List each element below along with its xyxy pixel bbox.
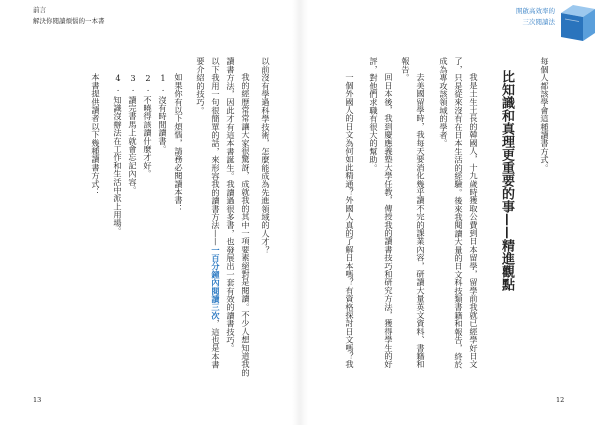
list-text: 沒有時間讀書。 <box>158 96 168 154</box>
highlight-before-text: 以下我用一句很簡單的話，來形容我的讀書方法—— <box>211 57 221 246</box>
list-number: 2. <box>143 73 153 94</box>
page-number-right: 12 <box>556 396 565 404</box>
text-column: 評，對他們求職有很大的幫助。 <box>369 57 379 172</box>
running-header-chapter-line1: 開啟高效率的 <box>516 7 555 15</box>
text-column-with-highlight <box>210 57 222 369</box>
list-text: 知識沒辦法在工作和生活中派上用場。 <box>113 96 123 236</box>
text-column: 我是土生土長的韓國人，十九歲時獲取公費到日本留學，留學前我就已經學好日文 <box>469 73 479 369</box>
section-heading: 比知識和真理更重要的事——精進觀點 <box>499 70 514 291</box>
text-column: 以前沒有學過科學技術，怎麼能成為先進領域的人才？ <box>261 57 271 254</box>
text-column: 讀書方法，因此才有這本書誕生。我讀過很多書，也發展出一套有效的讀書技巧。 <box>226 57 236 353</box>
highlight-after-text: ，這也是本書 <box>211 319 221 369</box>
list-item <box>157 73 169 153</box>
running-header-section: 前言 <box>33 6 46 14</box>
text-column: 我的經歷常常讓大家很驚訝，成就我的其中一項要素絕對是閱讀。不少人想知道我的 <box>241 73 251 377</box>
highlight-text: 一百分鐘內閱讀三次 <box>211 245 221 320</box>
running-header-subtitle: 解決你閱讀煩惱的一本書 <box>33 17 105 25</box>
text-column: 了，只是從來沒有在日本生活的經驗。後來我閱讀大量的日文科技類書籍和報告，終於 <box>454 57 464 369</box>
list-number: 3. <box>128 73 138 94</box>
list-number: 4. <box>113 73 123 94</box>
chapter-box-icon <box>561 3 595 41</box>
text-column: 成為專攻該領域的學者。 <box>439 57 449 148</box>
text-column: 去美國留學時，我每天要消化幾乎讀不完的課業內容，研讀大量英文資料、書籍和 <box>416 73 426 369</box>
text-column: 每個人都該學會這種讀書方式。 <box>540 57 550 172</box>
text-column: 一個外國人的日文為何如此精通？外國人真的了解日本嗎？有資格探討日文嗎？我 <box>345 73 355 369</box>
list-item <box>112 73 124 235</box>
page-number-left: 13 <box>33 396 42 404</box>
text-column: 要介紹的技巧。 <box>196 57 206 115</box>
list-number: 1. <box>158 73 168 94</box>
text-column: 本書提供讀者以下幾種讀書方式： <box>91 73 101 197</box>
running-header-chapter-line2: 三次閱讀法 <box>522 18 555 26</box>
text-column: 報告。 <box>401 57 411 82</box>
text-column: 回日本後，我到慶應義塾大學任教，傳授我的讀書技巧和研究方法，獲得學生的好 <box>384 73 394 369</box>
list-text: 不曉得該讀什麼才好。 <box>143 96 153 178</box>
text-column: 如果你有以下煩惱，請務必閱讀本書： <box>174 73 184 213</box>
list-item <box>142 73 154 178</box>
list-text: 讀完書馬上就會忘記內容。 <box>128 96 138 195</box>
list-item <box>127 73 139 194</box>
